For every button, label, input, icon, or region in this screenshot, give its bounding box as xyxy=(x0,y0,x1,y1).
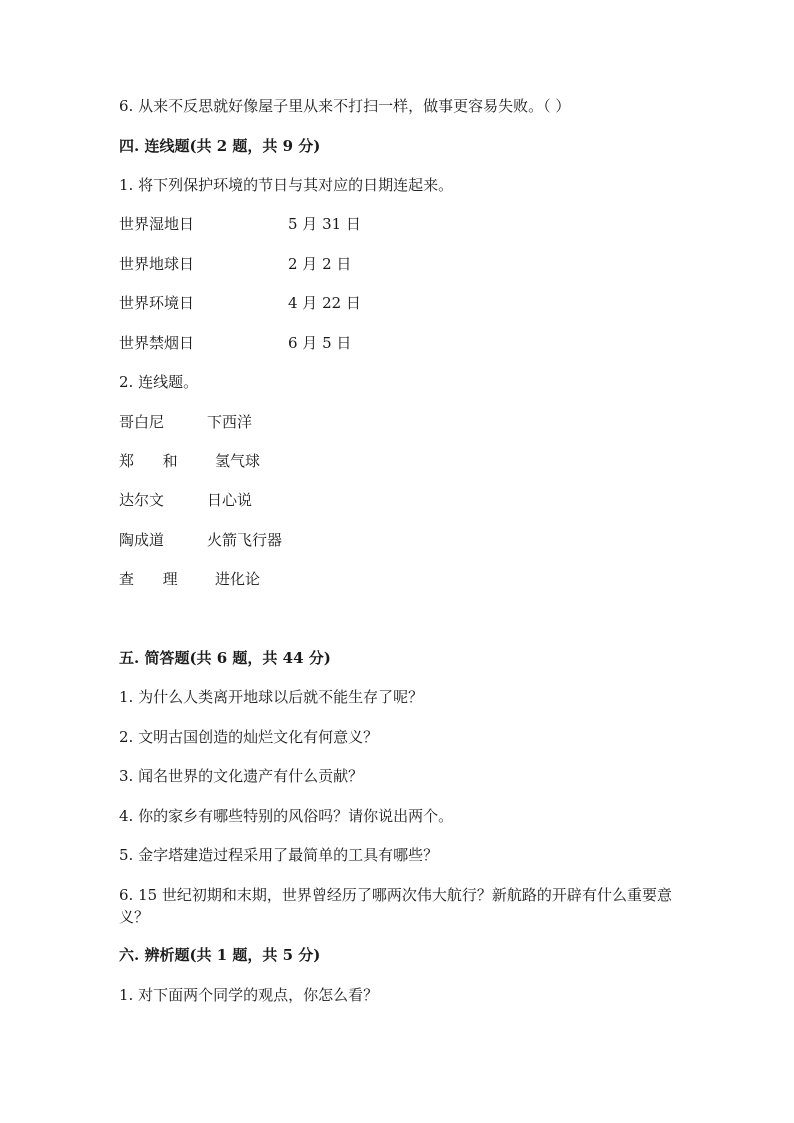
person-item: 查 理 xyxy=(119,570,178,588)
date-item: 2 月 2 日 xyxy=(288,255,352,273)
analysis-question-1: 1. 对下面两个同学的观点，你怎么看？ xyxy=(119,986,379,1004)
short-answer-question: 1. 为什么人类离开地球以后就不能生存了呢？ xyxy=(119,688,424,706)
date-item: 5 月 31 日 xyxy=(288,215,361,233)
achievement-item: 进化论 xyxy=(215,570,261,588)
achievement-item: 下西洋 xyxy=(207,413,253,431)
festival-item: 世界禁烟日 xyxy=(119,334,195,352)
festival-item: 世界湿地日 xyxy=(119,215,195,233)
person-item: 陶成道 xyxy=(119,531,165,549)
achievement-item: 氢气球 xyxy=(215,452,261,470)
achievement-item: 日心说 xyxy=(207,491,253,509)
date-item: 6 月 5 日 xyxy=(288,334,352,352)
date-item: 4 月 22 日 xyxy=(288,294,361,312)
section-6-heading: 六. 辨析题(共 1 题，共 5 分) xyxy=(119,946,321,964)
achievement-item: 火箭飞行器 xyxy=(207,531,283,549)
judge-question-6: 6. 从来不反思就好像屋子里从来不打扫一样，做事更容易失败。（ ） xyxy=(119,97,571,115)
person-item: 哥白尼 xyxy=(119,413,165,431)
matching-question-2: 2. 连线题。 xyxy=(119,373,199,391)
festival-item: 世界环境日 xyxy=(119,294,195,312)
section-5-heading: 五. 简答题(共 6 题，共 44 分) xyxy=(119,649,331,667)
short-answer-question: 4. 你的家乡有哪些特别的风俗吗？请你说出两个。 xyxy=(119,807,454,825)
matching-question-1: 1. 将下列保护环境的节日与其对应的日期连起来。 xyxy=(119,176,454,194)
short-answer-question: 6. 15 世纪初期和末期，世界曾经历了哪两次伟大航行？新航路的开辟有什么重要意义？ xyxy=(119,886,672,926)
short-answer-question: 3. 闻名世界的文化遗产有什么贡献？ xyxy=(119,767,364,785)
short-answer-question: 5. 金字塔建造过程采用了最简单的工具有哪些？ xyxy=(119,846,439,864)
section-4-heading: 四. 连线题(共 2 题，共 9 分) xyxy=(119,137,321,155)
short-answer-question: 2. 文明古国创造的灿烂文化有何意义？ xyxy=(119,728,379,746)
person-item: 达尔文 xyxy=(119,491,165,509)
festival-item: 世界地球日 xyxy=(119,255,195,273)
person-item: 郑 和 xyxy=(119,452,178,470)
